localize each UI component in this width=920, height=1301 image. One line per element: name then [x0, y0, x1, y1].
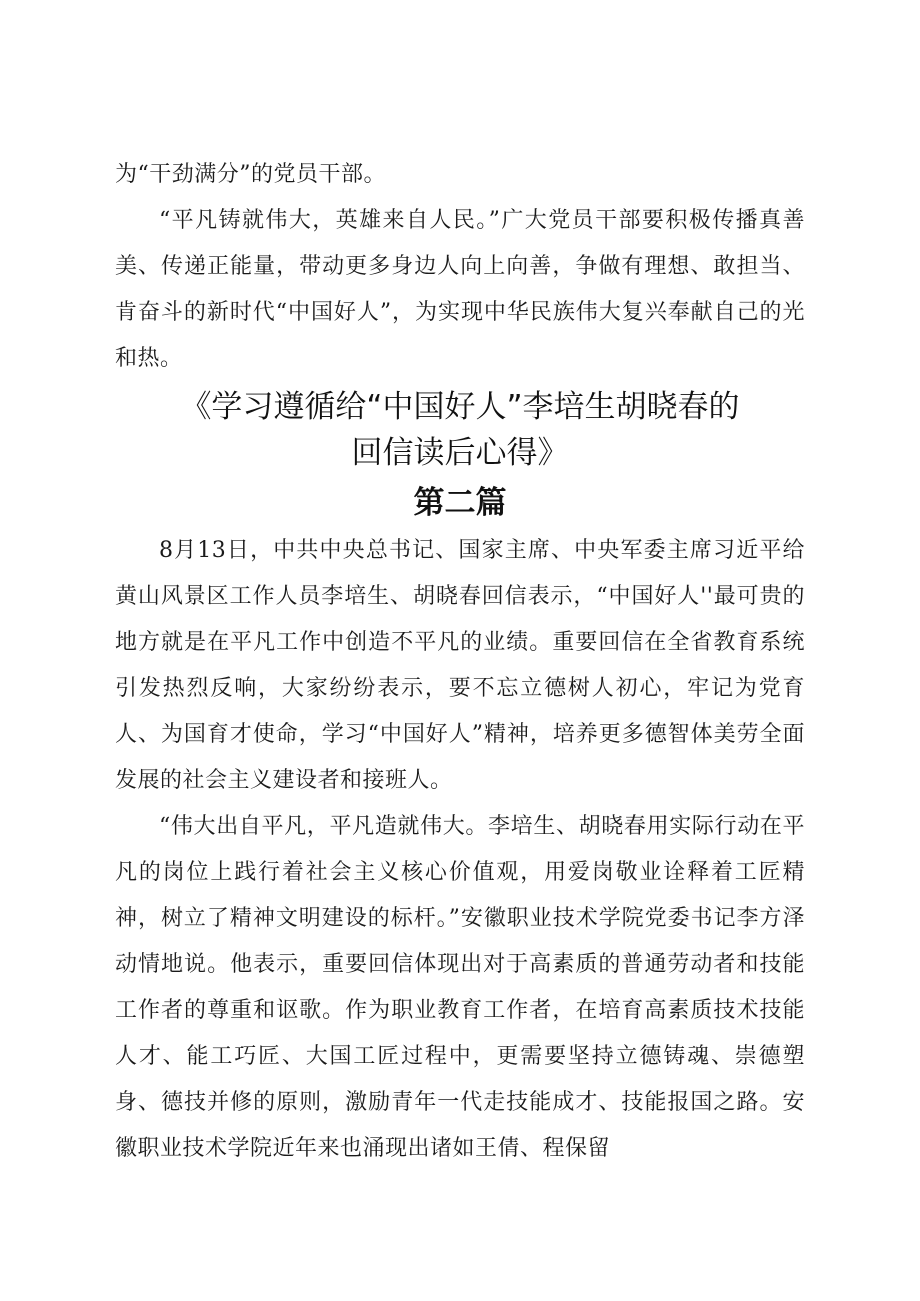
article-title-line-2: 回信读后心得》 [351, 435, 569, 471]
paragraph-continuation: 为“干劲满分”的党员干部。 [115, 162, 386, 187]
document-page [115, 152, 805, 1172]
article-subtitle: 第二篇 [413, 485, 507, 521]
paragraph-ordinary-heroes: “平凡铸就伟大，英雄来自人民。”广大党员干部要积极传播真善美、传递正能量，带动更多身边人向上向善，争做有理想、敢担当、肯奋斗的新时代“中国好人”，为实现中华民族伟大复兴奉献自己的光和热。 [115, 208, 805, 371]
paragraph-vocational-college: “伟大出自平凡，平凡造就伟大。李培生、胡晓春用实际行动在平凡的岗位上践行着社会主义核心价值观，用爱岗敬业诠释着工匠精神，树立了精神文明建设的标杆。”安徽职业技术学院党委书记李方泽动情地说。他表示，重要回信体现出对于高素质的普通劳动者和技能工作者的尊重和讴歌。作为职业教育工作者，在培育高素质技术技能人才、能工巧匠、大国工匠过程中，更需要坚持立德铸魂、崇德塑身、德技并修的原则，激励青年一代走技能成才、技能报国之路。安徽职业技术学院近年来也涌现出诸如王倩、程保留 [115, 814, 805, 1161]
article-title-line-1: 《学习遵循给“中国好人”李培生胡晓春的 [180, 389, 740, 425]
article-title [115, 384, 805, 476]
paragraph-reply-letter: 8月13日，中共中央总书记、国家主席、中央军委主席习近平给黄山风景区工作人员李培生、胡晓春回信表示，“中国好人''最可贵的地方就是在平凡工作中创造不平凡的业绩。重要回信在全省教育系统引发热烈反响，大家纷纷表示，要不忘立德树人初心，牢记为党育人、为国育才使命，学习“中国好人”精神，培养更多德智体美劳全面发展的社会主义建设者和接班人。 [115, 538, 805, 793]
